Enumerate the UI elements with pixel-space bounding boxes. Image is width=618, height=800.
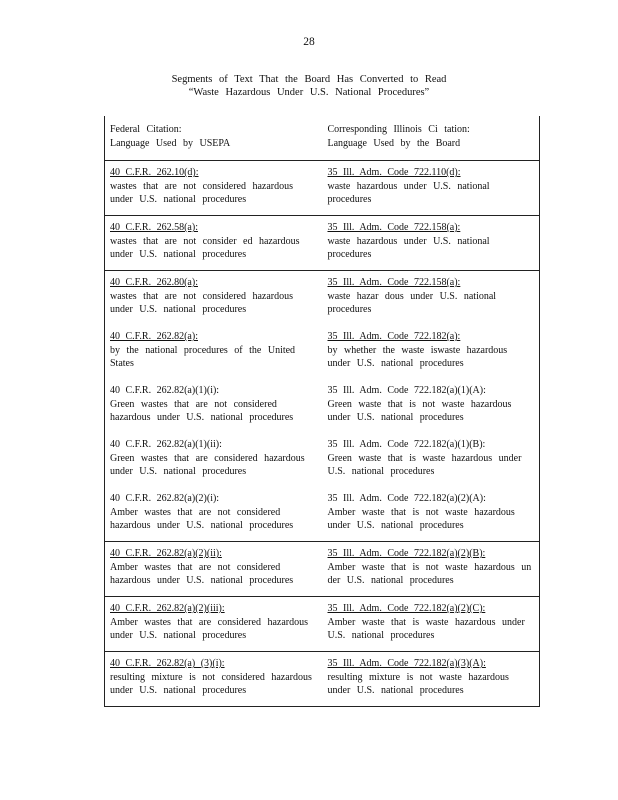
- illinois-citation: 35 Ill. Adm. Code 722.158(a):: [327, 277, 461, 288]
- illinois-cell: [323, 652, 540, 707]
- illinois-citation: 35 Ill. Adm. Code 722.182(a)(2)(C):: [327, 603, 486, 614]
- federal-language: wastes that are not consider ed hazardous under U.S. national procedures: [110, 235, 300, 261]
- illinois-language: Green waste that is waste hazardous under U.S. national procedures: [327, 452, 522, 478]
- illinois-cell: [323, 433, 540, 487]
- illinois-cell: [323, 379, 540, 433]
- table-title: [0, 73, 618, 99]
- table-row: [105, 487, 540, 542]
- federal-cell: [105, 379, 323, 433]
- illinois-citation: 35 Ill. Adm. Code 722.110(d):: [327, 167, 461, 178]
- illinois-language: by whether the waste iswaste hazardous under U.S. national procedures: [327, 344, 508, 370]
- table-row: [105, 542, 540, 597]
- federal-cell: [105, 271, 323, 326]
- illinois-language: Green waste that is not waste hazardous under U.S. national procedures: [327, 398, 512, 424]
- table-row: [105, 161, 540, 216]
- table-header-row: [105, 116, 540, 161]
- header-left-line-1: Federal Citation:: [110, 124, 182, 135]
- federal-citation: 40 C.F.R. 262.10(d):: [110, 167, 199, 178]
- illinois-cell: [323, 542, 540, 597]
- federal-language: wastes that are not considered hazardous under U.S. national procedures: [110, 290, 293, 316]
- table-row: [105, 216, 540, 271]
- federal-language: Green wastes that are considered hazardous under U.S. national procedures: [110, 452, 305, 478]
- table-row: [105, 379, 540, 433]
- illinois-language: Amber waste that is waste hazardous under U.S. national procedures: [327, 616, 525, 642]
- illinois-language: resulting mixture is not waste hazardous under U.S. national procedures: [327, 671, 509, 697]
- illinois-language: Amber waste that is not waste hazardous un der U.S. national procedures: [327, 561, 532, 587]
- illinois-cell: [323, 325, 540, 379]
- federal-language: Amber wastes that are not considered hazardous under U.S. national procedures: [110, 561, 294, 587]
- federal-cell: [105, 542, 323, 597]
- illinois-language: waste hazar dous under U.S. national procedures: [327, 290, 497, 316]
- illinois-citation: 35 Ill. Adm. Code 722.182(a)(3)(A):: [327, 658, 486, 669]
- federal-citation: 40 C.F.R. 262.82(a)(2)(iii):: [110, 603, 225, 614]
- federal-cell: [105, 325, 323, 379]
- citation-table: [104, 116, 540, 707]
- page-number: 28: [303, 36, 315, 48]
- header-illinois-citation: [323, 116, 540, 161]
- federal-citation: 40 C.F.R. 262.80(a):: [110, 277, 198, 288]
- illinois-language: Amber waste that is not waste hazardous under U.S. national procedures: [327, 506, 515, 532]
- illinois-language: waste hazardous under U.S. national procedures: [327, 180, 490, 206]
- illinois-cell: [323, 216, 540, 271]
- federal-language: by the national procedures of the United States: [110, 344, 296, 370]
- table-row: [105, 597, 540, 652]
- title-line-1: Segments of Text That the Board Has Converted to Read: [171, 74, 447, 85]
- header-right-line-2: Language Used by the Board: [327, 137, 461, 149]
- federal-cell: [105, 487, 323, 542]
- table-row: [105, 325, 540, 379]
- illinois-citation: 35 Ill. Adm. Code 722.182(a)(2)(A):: [327, 493, 486, 504]
- federal-citation: 40 C.F.R. 262.82(a) (3)(i):: [110, 658, 225, 669]
- federal-language: wastes that are not considered hazardous under U.S. national procedures: [110, 180, 293, 206]
- federal-language: Green wastes that are not considered hazardous under U.S. national procedures: [110, 398, 294, 424]
- federal-language: Amber wastes that are not considered hazardous under U.S. national procedures: [110, 506, 294, 532]
- table-row: [105, 271, 540, 326]
- illinois-citation: 35 Ill. Adm. Code 722.182(a):: [327, 331, 461, 342]
- header-left-line-2: Language Used by USEPA: [110, 137, 231, 149]
- header-federal-citation: [105, 116, 323, 161]
- federal-citation: 40 C.F.R. 262.82(a)(2)(i):: [110, 493, 220, 504]
- federal-cell: [105, 597, 323, 652]
- federal-citation: 40 C.F.R. 262.82(a)(1)(i):: [110, 385, 220, 396]
- federal-cell: [105, 216, 323, 271]
- illinois-cell: [323, 487, 540, 542]
- illinois-cell: [323, 271, 540, 326]
- table-row: [105, 433, 540, 487]
- table-row: [105, 652, 540, 707]
- title-line-2: “Waste Hazardous Under U.S. National Procedures”: [188, 87, 430, 98]
- federal-language: Amber wastes that are considered hazardous under U.S. national procedures: [110, 616, 308, 642]
- illinois-citation: 35 Ill. Adm. Code 722.182(a)(1)(A):: [327, 385, 486, 396]
- illinois-cell: [323, 161, 540, 216]
- federal-cell: [105, 433, 323, 487]
- federal-citation: 40 C.F.R. 262.82(a):: [110, 331, 198, 342]
- header-right-line-1: Corresponding Illinois Ci tation:: [327, 124, 470, 135]
- federal-cell: [105, 161, 323, 216]
- federal-citation: 40 C.F.R. 262.82(a)(2)(ii):: [110, 548, 222, 559]
- illinois-citation: 35 Ill. Adm. Code 722.182(a)(2)(B):: [327, 548, 486, 559]
- federal-citation: 40 C.F.R. 262.58(a):: [110, 222, 198, 233]
- federal-citation: 40 C.F.R. 262.82(a)(1)(ii):: [110, 439, 222, 450]
- illinois-citation: 35 Ill. Adm. Code 722.158(a):: [327, 222, 461, 233]
- federal-cell: [105, 652, 323, 707]
- illinois-citation: 35 Ill. Adm. Code 722.182(a)(1)(B):: [327, 439, 486, 450]
- illinois-cell: [323, 597, 540, 652]
- illinois-language: waste hazardous under U.S. national procedures: [327, 235, 490, 261]
- federal-language: resulting mixture is not considered hazardous under U.S. national procedures: [110, 671, 312, 697]
